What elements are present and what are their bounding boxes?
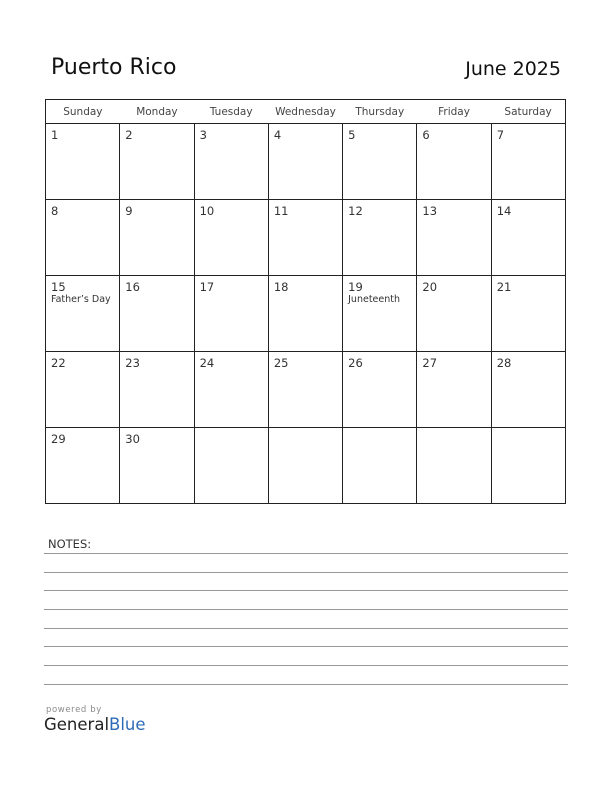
powered-by-text: powered by xyxy=(46,705,102,715)
day-number: 3 xyxy=(199,128,207,142)
day-number: 5 xyxy=(348,128,356,142)
weekday-header: Monday xyxy=(120,100,194,124)
day-cell xyxy=(417,428,491,504)
day-number: 30 xyxy=(125,432,140,446)
day-cell xyxy=(343,276,417,352)
week-row xyxy=(46,200,566,276)
day-number: 6 xyxy=(422,128,430,142)
notes-line xyxy=(44,665,568,666)
notes-line xyxy=(44,646,568,647)
notes-label: NOTES: xyxy=(48,537,92,551)
day-cell xyxy=(343,124,417,200)
day-cell xyxy=(268,124,342,200)
day-cell xyxy=(194,200,268,276)
day-number: 9 xyxy=(125,204,133,218)
notes-line xyxy=(44,609,568,610)
notes-line xyxy=(44,684,568,685)
day-cell xyxy=(268,352,342,428)
weekday-header: Thursday xyxy=(343,100,417,124)
day-cell xyxy=(46,200,120,276)
day-cell xyxy=(417,200,491,276)
day-cell xyxy=(194,276,268,352)
day-number: 18 xyxy=(273,280,289,294)
notes-line xyxy=(44,572,568,573)
day-number: 21 xyxy=(496,280,512,294)
day-number: 8 xyxy=(51,204,59,218)
day-number: 2 xyxy=(125,128,133,142)
week-row xyxy=(46,352,566,428)
day-cell xyxy=(417,276,491,352)
day-number: 4 xyxy=(273,128,282,142)
day-cell xyxy=(491,276,565,352)
day-number: 13 xyxy=(422,204,438,218)
day-cell xyxy=(194,352,268,428)
day-cell xyxy=(417,352,491,428)
day-number: 17 xyxy=(199,280,215,294)
day-number: 1 xyxy=(51,128,59,142)
day-number: 15 xyxy=(51,280,66,294)
day-cell xyxy=(268,428,342,504)
brand-footer xyxy=(44,705,146,734)
day-number: 20 xyxy=(422,280,438,294)
day-cell xyxy=(268,276,342,352)
weekday-header: Wednesday xyxy=(268,100,342,124)
day-number: 10 xyxy=(199,204,215,218)
weekday-header: Friday xyxy=(417,100,491,124)
holiday-label: Juneteenth xyxy=(348,294,400,305)
day-number: 28 xyxy=(496,356,512,370)
day-cell xyxy=(491,428,565,504)
country-title: Puerto Rico xyxy=(51,55,177,80)
day-number: 25 xyxy=(273,356,289,370)
day-cell xyxy=(120,352,194,428)
day-number: 14 xyxy=(496,204,512,218)
day-number: 19 xyxy=(348,280,363,294)
day-number: 12 xyxy=(348,204,363,218)
day-cell xyxy=(491,200,565,276)
day-cell xyxy=(120,124,194,200)
day-number: 29 xyxy=(51,432,66,446)
day-cell xyxy=(46,276,120,352)
week-row xyxy=(46,124,566,200)
weekday-header: Sunday xyxy=(46,100,120,124)
day-number: 22 xyxy=(51,356,66,370)
day-cell xyxy=(46,428,120,504)
day-cell xyxy=(343,352,417,428)
day-cell xyxy=(491,352,565,428)
day-cell xyxy=(120,276,194,352)
day-cell xyxy=(120,200,194,276)
day-cell xyxy=(491,124,565,200)
day-number: 7 xyxy=(496,128,505,142)
notes-line xyxy=(44,553,568,554)
weekday-header: Saturday xyxy=(491,100,565,124)
day-cell xyxy=(417,124,491,200)
day-number: 23 xyxy=(125,356,140,370)
day-cell xyxy=(343,200,417,276)
day-cell xyxy=(194,428,268,504)
day-cell xyxy=(343,428,417,504)
week-row xyxy=(46,428,566,504)
holiday-label: Father’s Day xyxy=(51,294,111,305)
day-number: 11 xyxy=(273,204,289,218)
calendar-grid xyxy=(45,99,566,504)
day-cell xyxy=(194,124,268,200)
weekday-header: Tuesday xyxy=(194,100,268,124)
week-row xyxy=(46,276,566,352)
day-cell xyxy=(46,352,120,428)
day-cell xyxy=(268,200,342,276)
day-cell xyxy=(120,428,194,504)
generalblue-logo xyxy=(44,715,146,734)
day-number: 27 xyxy=(422,356,438,370)
weekday-header-row xyxy=(46,100,566,124)
logo-general: General xyxy=(44,715,110,734)
month-year-title: June 2025 xyxy=(465,58,561,80)
day-cell xyxy=(46,124,120,200)
notes-line xyxy=(44,628,568,629)
day-number: 26 xyxy=(348,356,363,370)
notes-line xyxy=(44,590,568,591)
day-number: 16 xyxy=(125,280,140,294)
logo-blue: Blue xyxy=(109,715,146,734)
day-number: 24 xyxy=(199,356,215,370)
